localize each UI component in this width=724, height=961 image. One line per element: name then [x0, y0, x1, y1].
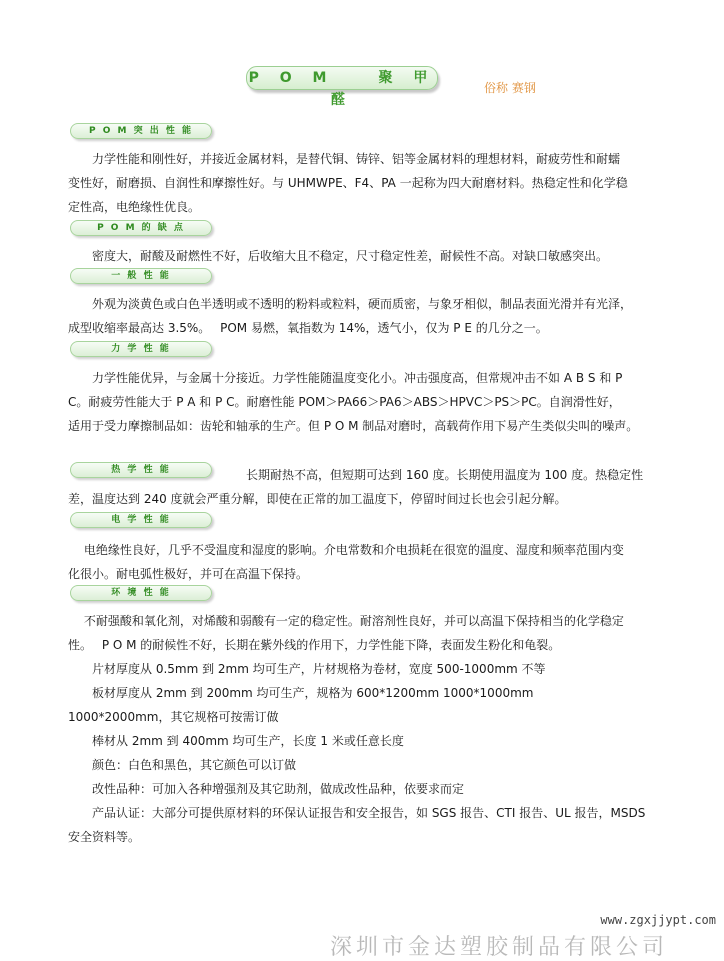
text-line: 不耐强酸和氧化剂，对烯酸和弱酸有一定的稳定性。耐溶剂性良好，并可以高温下保持相当的化学稳定: [68, 614, 624, 628]
text-line: 1000*2000mm，其它规格可按需订做: [68, 710, 279, 724]
text-line: 变性好，耐磨损、自润性和摩擦性好。与 UHMWPE、F4、PA 一起称为四大耐磨材料。热稳定性和化学稳: [68, 176, 628, 190]
text-line: 棒材从 2mm 到 400mm 均可生产，长度 1 米或任意长度: [68, 734, 404, 748]
text-line: 片材厚度从 0.5mm 到 2mm 均可生产，片材规格为卷材，宽度 500-1000mm 不等: [68, 662, 546, 676]
section-heading-thermal: 热 学 性 能: [70, 462, 212, 478]
section-heading-defects: P O M 的 缺 点: [70, 220, 212, 236]
watermark-url: www.zgxjjypt.com: [600, 913, 716, 927]
section-heading-highlights: P O M 突 出 性 能: [70, 123, 212, 139]
section-heading-mechanical: 力 学 性 能: [70, 341, 212, 357]
text-line: 力学性能优异，与金属十分接近。力学性能随温度变化小。冲击强度高，但常规冲击不如 A B S 和 P: [68, 371, 623, 385]
text-line: 改性品种：可加入各种增强剂及其它助剂，做成改性品种，依要求而定: [68, 782, 465, 796]
paragraph-thermal-line2: 差，温度达到 240 度就会严重分解，即使在正常的加工温度下，停留时间过长也会引起分解。: [68, 492, 567, 506]
section-heading-general: 一 般 性 能: [70, 268, 212, 284]
text-line: 密度大，耐酸及耐燃性不好，后收缩大且不稳定，尺寸稳定性差，耐候性不高。对缺口敏感突出。: [68, 249, 609, 263]
text-line: 性。 P O M 的耐候性不好，长期在紫外线的作用下，力学性能下降，表面发生粉化和龟裂。: [68, 638, 561, 652]
text-line: 外观为淡黄色或白色半透明或不透明的粉料或粒料，硬而质密，与象牙相似，制品表面光滑并有光泽，: [68, 297, 633, 311]
text-line: 适用于受力摩擦制品如：齿轮和轴承的生产。但 P O M 制品对磨时，高载荷作用下易产生类似尖叫的噪声。: [68, 419, 639, 433]
paragraph-general: [68, 292, 664, 340]
text-line: 成型收缩率最高达 3.5%。 POM 易燃，氧指数为 14%，透气小，仅为 P E 的几分之一。: [68, 321, 548, 335]
paragraph-thermal-line1: 长期耐热不高，但短期可达到 160 度。长期使用温度为 100 度。热稳定性: [246, 468, 644, 482]
paragraph-environment: [68, 609, 664, 849]
text-line: 定性高，电绝缘性优良。: [68, 200, 201, 214]
text-line: 颜色：白色和黑色，其它颜色可以订做: [68, 758, 297, 772]
page-title: P O M 聚 甲 醛: [246, 66, 438, 90]
section-heading-electrical: 电 学 性 能: [70, 512, 212, 528]
footer-company-name: 深圳市金达塑胶制品有限公司: [330, 935, 669, 960]
text-line: C。耐疲劳性能大于 P A 和 P C。耐磨性能 POM＞PA66＞PA6＞ABS＞HPVC＞PS＞PC。自润滑性好，: [68, 395, 621, 409]
alias-label: 俗称 赛钢: [484, 81, 536, 95]
text-line: 力学性能和刚性好，并接近金属材料，是替代铜、铸锌、铝等金属材料的理想材料，耐疲劳性和耐蠕: [68, 152, 621, 166]
paragraph-defects: [68, 244, 664, 268]
text-line: 板材厚度从 2mm 到 200mm 均可生产，规格为 600*1200mm 1000*1000mm: [68, 686, 534, 700]
text-line: 安全资料等。: [68, 830, 141, 844]
paragraph-highlights: [68, 147, 664, 219]
text-line: 产品认证：大部分可提供原材料的环保认证报告和安全报告，如 SGS 报告、CTI 报告、UL 报告，MSDS: [68, 806, 646, 820]
paragraph-electrical: [68, 538, 664, 586]
text-line: 化很小。耐电弧性极好，并可在高温下保持。: [68, 567, 309, 581]
paragraph-mechanical: [68, 366, 664, 438]
section-heading-environment: 环 境 性 能: [70, 585, 212, 601]
text-line: 电绝缘性良好，几乎不受温度和湿度的影响。介电常数和介电损耗在很宽的温度、湿度和频率范围内变: [68, 543, 624, 557]
